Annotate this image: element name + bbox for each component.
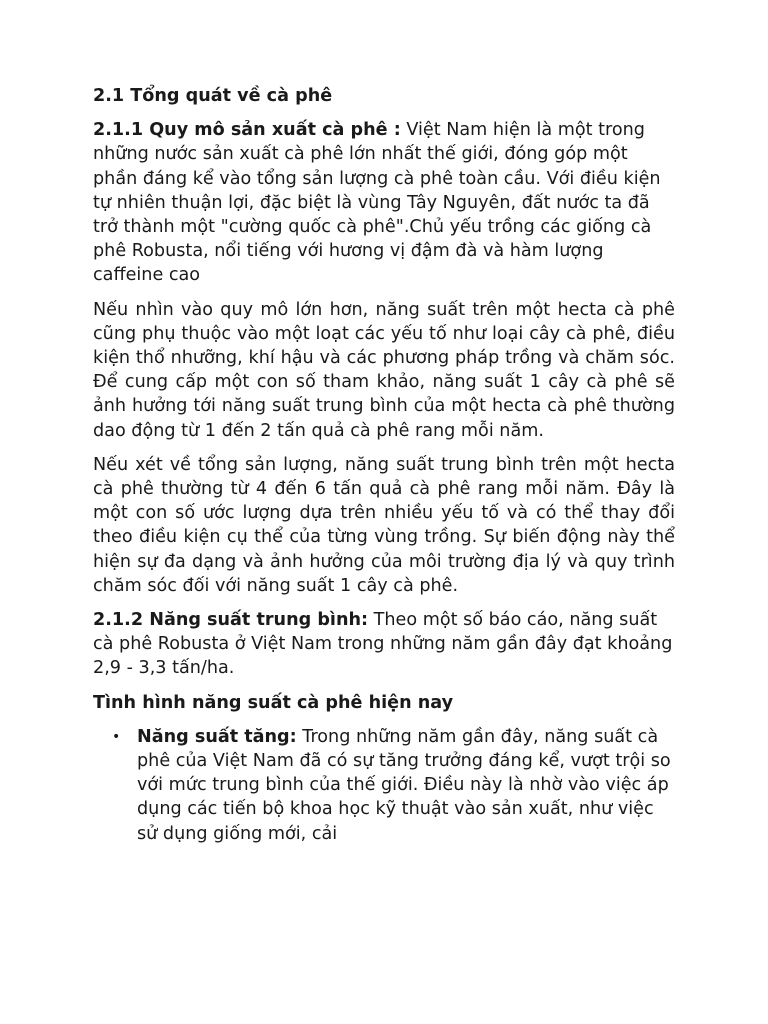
subsection-average-yield-heading: 2.1.2 Năng suất trung bình:	[93, 610, 369, 631]
paragraph-hecta-yield: Nếu nhìn vào quy mô lớn hơn, năng suất trên một hecta cà phê cũng phụ thuộc vào một loạt các yếu tố như loại cây cà phê, điều kiện thổ nhưỡng, khí hậu và các phương pháp trồng và chăm sóc. Để cung cấp một con số tham khảo, năng suất 1 cây cà phê sẽ ảnh hưởng tới năng suất trung bình của một hecta cà phê thường dao động từ 1 đến 2 tấn quả cà phê rang mỗi năm.	[93, 299, 675, 441]
subsection-quy-mo-text: Việt Nam hiện là một trong những nước sản xuất cà phê lớn nhất thế giới, đóng góp một phần đáng kể vào tổng sản lượng cà phê toàn cầu. Với điều kiện tự nhiên thuận lợi, đặc biệt là vùng Tây Nguyên, đất nước ta đã trở thành một "cường quốc cà phê".Chủ yếu trồng các giống cà phê Robusta, nổi tiếng với hương vị đậm đà và hàm lượng caffeine cao	[93, 120, 661, 286]
bullet-icon: •	[112, 728, 121, 745]
list-item	[112, 725, 675, 846]
list-item-text: Trong những năm gần đây, năng suất cà phê của Việt Nam đã có sự tăng trưởng đáng kể, vượt trội so với mức trung bình của thế giới. Điều này là nhờ vào việc áp dụng các tiến bộ khoa học kỹ thuật vào sản xuất, như việc sử dụng giống mới, cải	[137, 726, 671, 844]
list-item-label: Năng suất tăng:	[137, 726, 297, 747]
section-title: 2.1 Tổng quát về cà phê	[93, 86, 333, 106]
paragraph-total-output: Nếu xét về tổng sản lượng, năng suất trung bình trên một hecta cà phê thường từ 4 đến 6 tấn quả cà phê rang mỗi năm. Đây là một con số ước lượng dựa trên nhiều yếu tố và có thể thay đổi theo điều kiện cụ thể của từng vùng trồng. Sự biến động này thể hiện sự đa dạng và ảnh hưởng của môi trường địa lý và quy trình chăm sóc đối với năng suất 1 cây cà phê.	[93, 454, 675, 596]
bullet-list	[93, 725, 675, 846]
subsection-average-yield-paragraph	[93, 608, 675, 681]
subsection-quy-mo-heading: 2.1.1 Quy mô sản xuất cà phê :	[93, 120, 401, 141]
subsection-quy-mo-paragraph	[93, 118, 675, 287]
document-page	[93, 84, 675, 846]
subsection-average-yield-text: Theo một số báo cáo, năng suất cà phê Robusta ở Việt Nam trong những năm gần đây đạt khoảng 2,9 - 3,3 tấn/ha.	[93, 610, 673, 679]
current-status-heading: Tình hình năng suất cà phê hiện nay	[93, 692, 454, 713]
